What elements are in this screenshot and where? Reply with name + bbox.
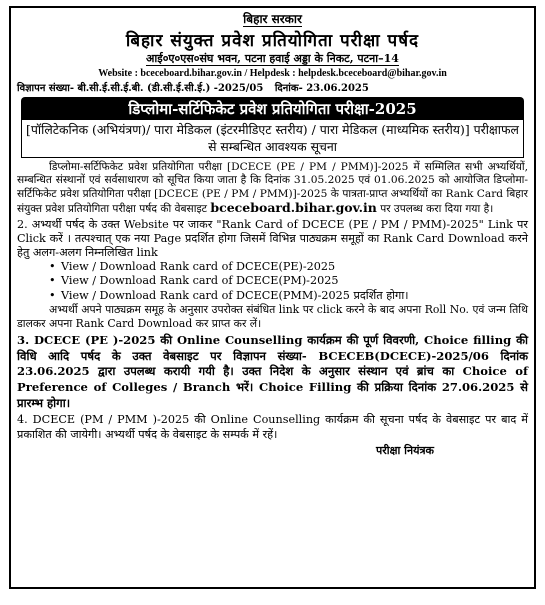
paragraph-4: 4. DCECE (PM / PMM )-2025 की Online Counselling कार्यक्रम की सूचना पर्षद के वेबसाइट पर बाद में प्रकाशित की जायेगी। अभ्यर्थी पर्षद के वेबसाइट के सम्पर्क में रहें। [17, 413, 528, 441]
website-link[interactable]: bceceboard.bihar.gov.in [210, 200, 377, 216]
paragraph-3: 3. DCECE (PE )-2025 की Online Counselling कार्यक्रम की पूर्ण विवरणी, Choice filling की विधि आदि पर्षद के उक्त वेबसाइट पर विज्ञापन संख्या- BCECEB(DCECE)-2025/06 दिनांक 23.06.2025 द्वारा उपलब्ध करायी गयी है। उक्त निदेश के अनुसार संस्थान एवं ब्रांच का Choice of Preference of Colleges / Branch भरें। Choice Filling की प्रक्रिया दिनांक 27.06.2025 से प्रारम्भ होगा। [17, 333, 528, 410]
notice-subject: [पॉलिटेकनिक (अभियंत्रण)/ पारा मेडिकल (इंटरमीडिएट स्तरीय) / पारा मेडिकल (माध्यमिक स्तरीय)] परीक्षाफल से सम्बन्धित आवश्यक सूचना [21, 120, 524, 158]
website-helpdesk: Website : bceceboard.bihar.gov.in / Helpdesk : helpdesk.bceceboard@bihar.gov.in [98, 68, 447, 79]
board-name: बिहार संयुक्त प्रवेश प्रतियोगिता परीक्षा पर्षद [125, 31, 420, 51]
paragraph-1: डिप्लोमा-सर्टिफिकेट प्रवेश प्रतियोगिता परीक्षा [DCECE (PE / PM / PMM)]-2025 में सम्मिलित सभी अभ्यर्थियों, सम्बन्धित संस्थानों एवं सर्वसाधारण को सूचित किया जाता है कि दिनांक 31.05.2025 एवं 01.06.2025 को आयोजित डिप्लोमा-सर्टिफिकेट प्रवेश प्रतियोगिता परीक्षा [DCECE (PE / PM / PMM)]-2025 के पात्रता-प्राप्त अभ्यर्थियों का Rank Card बिहार संयुक्त प्रवेश प्रतियोगिता परीक्षा पर्षद की वेबसाइट bceceboard.bihar.gov.in पर उपलब्ध करा दिया गया है। [17, 161, 528, 216]
list-item: • View / Download Rank card of DCECE(PE)-2025 [61, 260, 528, 275]
signature: परीक्षा नियंत्रक [375, 444, 434, 458]
list-item: • View / Download Rank card of DCECE(PMM)-2025 प्रदर्शित होगा। [61, 289, 528, 304]
paragraph-2: 2. अभ्यर्थी पर्षद के उक्त Website पर जाकर "Rank Card of DCECE (PE / PM / PMM)-2025" Link पर Click करें । तत्पश्चात् एक नया Page प्रदर्शित होगा जिसमें विभिन्न पाठ्यक्रम समूहों का Rank Card Download करने हेतु अलग-अलग निम्नलिखित link [17, 217, 528, 259]
notice-body [11, 161, 534, 442]
list-item: • View / Download Rank card of DCECE(PM)-2025 [61, 274, 528, 289]
board-address: आई०ए०एस०संघ भवन, पटना हवाई अड्डा के निकट, पटना–14 [146, 52, 399, 65]
rank-card-links [17, 260, 528, 304]
notice-title-banner: डिप्लोमा-सर्टिफिकेट प्रवेश प्रतियोगिता परीक्षा-2025 [21, 97, 524, 120]
advertisement-number: विज्ञापन संख्या- बी.सी.ई.सी.ई.बी. (डी.सी.ई.सी.ई.) -2025/05 [17, 83, 264, 94]
paragraph-2-note: अभ्यर्थी अपने पाठ्यक्रम समूह के अनुसार उपरोक्त संबंधित link पर click करने के बाद अपना Roll No. एवं जन्म तिथि डालकर अपना Rank Card Download कर प्राप्त कर लें। [17, 303, 528, 331]
advertisement-line [11, 80, 534, 94]
notice-page [9, 6, 536, 589]
government-label: बिहार सरकार [243, 12, 302, 26]
advertisement-date: दिनांक- 23.06.2025 [274, 83, 369, 94]
